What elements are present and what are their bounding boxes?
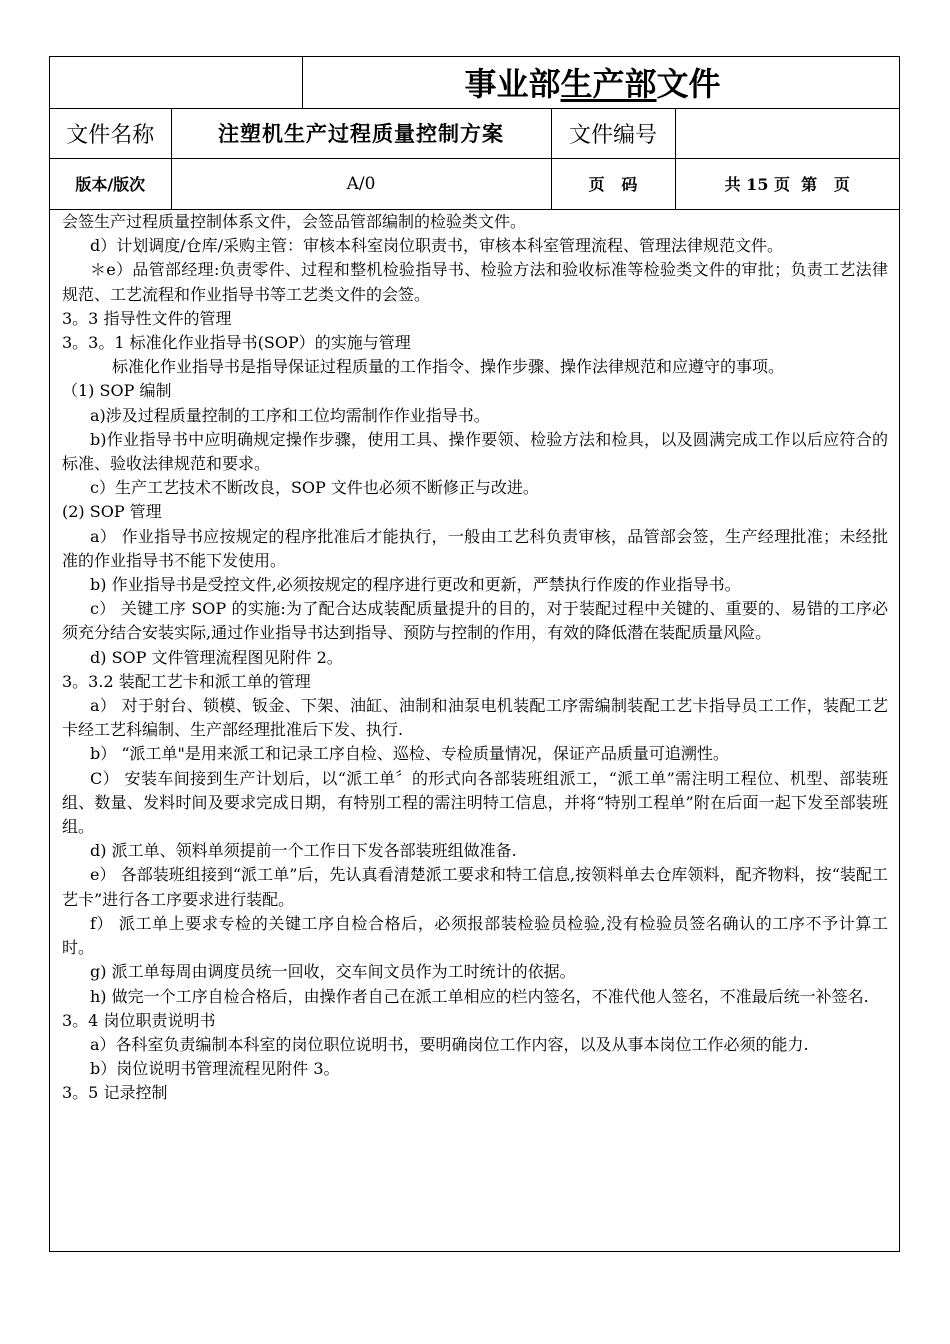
body-line: b) 作业指导书是受控文件,必须按规定的程序进行更改和更新，严禁执行作废的作业指导书。 xyxy=(90,575,741,595)
section-heading: 3。3.2 装配工艺卡和派工单的管理 xyxy=(62,671,311,691)
body-line: d）计划调度/仓库/采购主管：审核本科室岗位职责书，审核本科室管理流程、管理法律规范文件。 xyxy=(90,236,784,256)
body-line: 会签生产过程质量控制体系文件，会签品管部编制的检验类文件。 xyxy=(62,212,527,231)
version-label: 版本/版次 xyxy=(50,158,171,209)
sub-heading: (2) SOP 管理 xyxy=(62,502,162,522)
doc-name-value: 注塑机生产过程质量控制方案 xyxy=(171,108,551,158)
doc-name-label: 文件名称 xyxy=(50,108,171,158)
body-line: b)作业指导书中应明确规定操作步骤，使用工具、操作要领、检验方法和检具，以及圆满完成工作以后应符合的标准、验收法律规范和要求。 xyxy=(62,429,888,474)
body-line: g) 派工单每周由调度员统一回收，交车间文员作为工时统计的依据。 xyxy=(90,962,576,982)
body-line: f） 派工单上要求专检的关键工序自检合格后，必须报部装检验员检验,没有检验员签名确认的工序不予计算工时。 xyxy=(62,913,888,958)
body-line: a） 作业指导书应按规定的程序批准后才能执行，一般由工艺科负责审核，品管部会签，生产经理批准；未经批准的作业指导书不能下发使用。 xyxy=(62,526,888,570)
body-line: C） 安装车间接到生产计划后，以“派工单〞的形式向各部装班组派工，“派工单”需注明工程位、机型、部装班组、数量、发料时间及要求完成日期，有特别工程的需注明特工信息，并将“特别工程单”附在后面一起下发至部装班组。 xyxy=(62,768,888,837)
body-line: b）岗位说明书管理流程见附件 3。 xyxy=(90,1059,340,1079)
body-line: e） 各部装班组接到“派工单”后，先认真看清楚派工要求和特工信息,按领料单去仓库领料，配齐物料，按“装配工艺卡”进行各工序要求进行装配。 xyxy=(62,865,888,909)
sub-heading: （1) SOP 编制 xyxy=(62,381,172,401)
header-blank-cell xyxy=(50,57,302,108)
doc-number-value xyxy=(675,108,899,158)
department-title: 事业部生产部文件 xyxy=(302,57,899,108)
document-body xyxy=(62,210,888,1106)
body-line: c） 关键工序 SOP 的实施:为了配合达成装配质量提升的目的，对于装配过程中关键的、重要的、易错的工序必须充分结合安装实际,通过作业指导书达到指导、预防与控制的作用，有效的降低潜在装配质量风险。 xyxy=(62,599,888,643)
body-line: b） “派工单"是用来派工和记录工序自检、巡检、专检质量情况，保证产品质量可追溯性。 xyxy=(90,744,729,764)
version-value: A/0 xyxy=(171,158,551,209)
body-line: 标准化作业指导书是指导保证过程质量的工作指令、操作步骤、操作法律规范和应遵守的事项。 xyxy=(112,357,785,377)
body-line: a）各科室负责编制本科室的岗位职位说明书，要明确岗位工作内容，以及从事本岗位工作必须的能力. xyxy=(90,1034,809,1054)
header-table xyxy=(50,57,899,210)
document-frame xyxy=(49,56,900,1252)
page-value: 共 15 页 第 页 xyxy=(675,158,899,209)
page-label: 页 码 xyxy=(551,158,675,209)
doc-number-label: 文件编号 xyxy=(551,108,675,158)
section-heading: 3。3。1 标准化作业指导书(SOP）的实施与管理 xyxy=(62,333,411,353)
section-heading: 3。4 岗位职责说明书 xyxy=(62,1010,216,1030)
body-line: d) 派工单、领料单须提前一个工作日下发各部装班组做准备. xyxy=(90,841,517,861)
body-line: a） 对于射台、锁模、钣金、下架、油缸、油制和油泵电机装配工序需编制装配工艺卡指导员工工作，装配工艺卡经工艺科编制、生产部经理批准后下发、执行. xyxy=(62,696,888,740)
body-line: c）生产工艺技术不断改良，SOP 文件也必须不断修正与改进。 xyxy=(90,478,539,498)
body-line: a)涉及过程质量控制的工序和工位均需制作作业指导书。 xyxy=(90,405,490,425)
section-heading: 3。5 记录控制 xyxy=(62,1083,168,1103)
body-line: d) SOP 文件管理流程图见附件 2。 xyxy=(90,647,343,667)
section-heading: 3。3 指导性文件的管理 xyxy=(62,308,232,328)
body-line: h) 做完一个工序自检合格后，由操作者自己在派工单相应的栏内签名，不准代他人签名，不准最后统一补签名. xyxy=(90,986,869,1006)
body-line: ＊e）品管部经理:负责零件、过程和整机检验指导书、检验方法和验收标准等检验类文件的审批；负责工艺法律规范、工艺流程和作业指导书等工艺类文件的会签。 xyxy=(62,260,888,304)
